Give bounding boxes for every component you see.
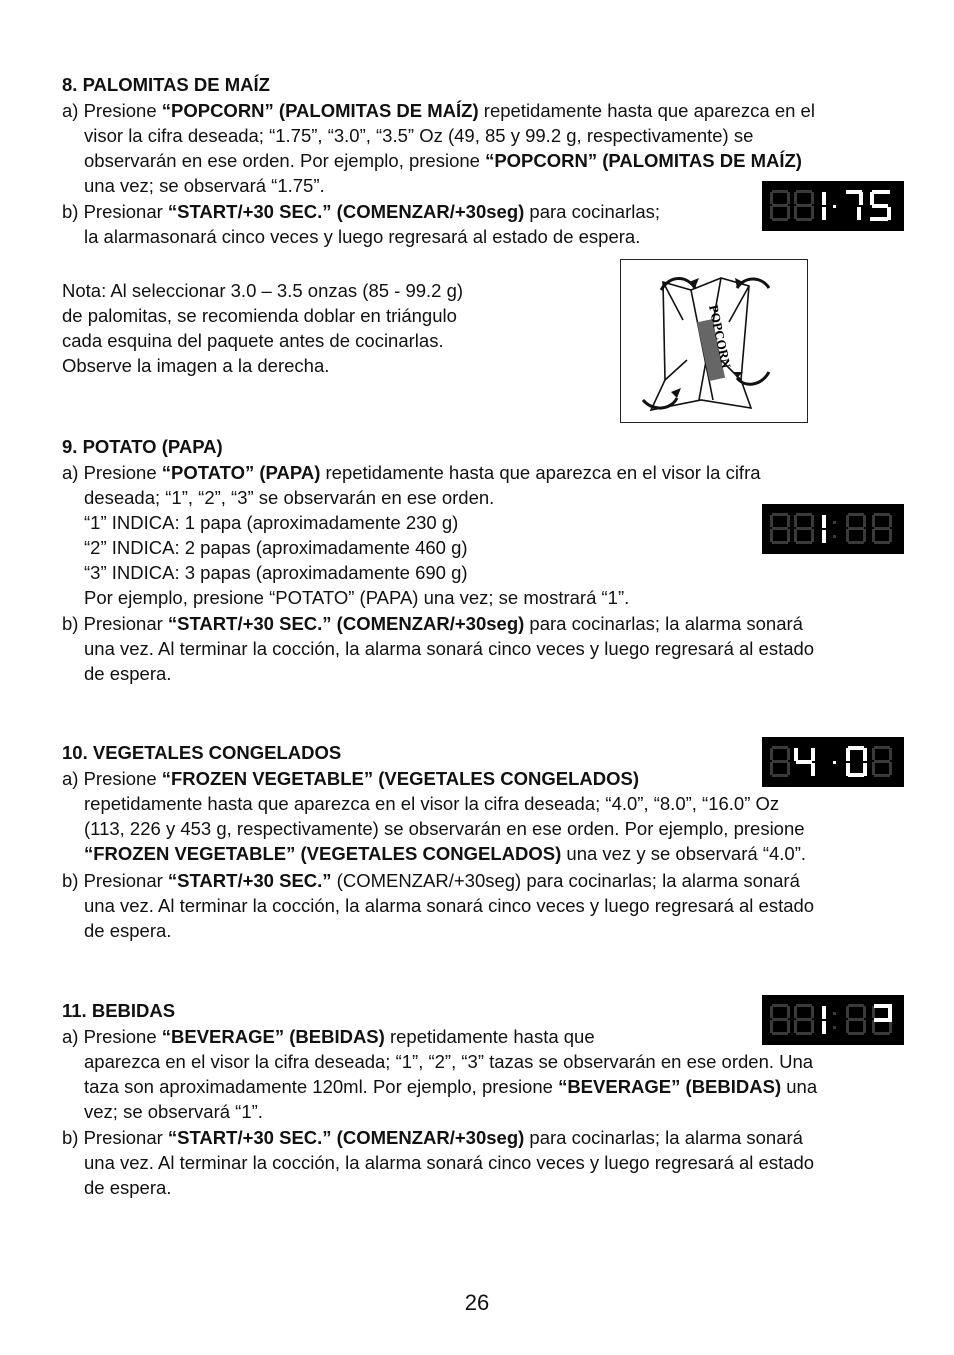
s11-b-line: b) Presionar “START/+30 SEC.” (COMENZAR/+30seg) para cocinarlas; la alarma sonará [62,1127,803,1148]
s9-b-line: b) Presionar “START/+30 SEC.” (COMENZAR/+30seg) para cocinarlas; la alarma sonará [62,613,803,634]
s8-note-line: Observe la imagen a la derecha. [62,355,330,376]
section-9-heading: 9. POTATO (PAPA) [62,436,223,457]
s10-b-line: una vez. Al terminar la cocción, la alarma sonará cinco veces y luego regresará al estado [84,895,815,916]
section-11-heading: 11. BEBIDAS [62,1000,176,1021]
s11-a-line: a) Presione “BEVERAGE” (BEBIDAS) repetidamente hasta que [62,1026,595,1047]
s8-note-line: Nota: Al seleccionar 3.0 – 3.5 onzas (85 - 99.2 g) [62,280,464,301]
s8-b-line: la alarmasonará cinco veces y luego regresará al estado de espera. [84,226,641,247]
s11-b-line: una vez. Al terminar la cocción, la alarma sonará cinco veces y luego regresará al estado [84,1152,815,1173]
section-8-heading: 8. PALOMITAS DE MAÍZ [62,74,270,95]
page-number: 26 [464,1290,490,1315]
s8-note-line: de palomitas, se recomienda doblar en triángulo [62,305,457,326]
s9-a-line: “1” INDICA: 1 papa (aproximadamente 230 g) [84,512,459,533]
s10-a-line: “FROZEN VEGETABLE” (VEGETALES CONGELADOS) una vez y se observará “4.0”. [84,843,806,864]
s9-b-line: de espera. [84,663,172,684]
s9-a-line: “3” INDICA: 3 papas (aproximadamente 690 g) [84,562,468,583]
s8-a-line: observarán en ese orden. Por ejemplo, presione “POPCORN” (PALOMITAS DE MAÍZ) [84,150,802,171]
s11-a-line: taza son aproximadamente 120ml. Por ejemplo, presione “BEVERAGE” (BEBIDAS) una [84,1076,818,1097]
s9-b-line: una vez. Al terminar la cocción, la alarma sonará cinco veces y luego regresará al estado [84,638,815,659]
s11-a-line: vez; se observará “1”. [84,1101,263,1122]
s10-a-line: repetidamente hasta que aparezca en el visor la cifra deseada; “4.0”, “8.0”, “16.0” Oz [84,793,780,814]
s10-b-line: b) Presionar “START/+30 SEC.” (COMENZAR/+30seg) para cocinarlas; la alarma sonará [62,870,800,891]
s11-a-line: aparezca en el visor la cifra deseada; “1”, “2”, “3” tazas se observarán en ese orden. Una [84,1051,814,1072]
popcorn-bag-illustration [620,259,808,423]
s10-a-line: (113, 226 y 453 g, respectivamente) se observarán en ese orden. Por ejemplo, presione [84,818,805,839]
s9-a-line: deseada; “1”, “2”, “3” se observarán en ese orden. [84,487,495,508]
s8-a-line: una vez; se observará “1.75”. [84,175,325,196]
popcorn-bag-label: POPCORN [706,303,735,370]
s10-a-line: a) Presione “FROZEN VEGETABLE” (VEGETALES CONGELADOS) [62,768,640,789]
s9-a-line: Por ejemplo, presione “POTATO” (PAPA) una vez; se mostrará “1”. [84,587,630,608]
s11-b-line: de espera. [84,1177,172,1198]
s8-b-line: b) Presionar “START/+30 SEC.” (COMENZAR/+30seg) para cocinarlas; [62,201,661,222]
lcd-display-potato [762,504,904,554]
s9-a-line: a) Presione “POTATO” (PAPA) repetidamente hasta que aparezca en el visor la cifra [62,462,761,483]
lcd-display-popcorn [762,181,904,231]
section-10-heading: 10. VEGETALES CONGELADOS [62,742,342,763]
s10-b-line: de espera. [84,920,172,941]
s8-note-line: cada esquina del paquete antes de cocinarlas. [62,330,444,351]
lcd-display-beverage [762,995,904,1045]
s9-a-line: “2” INDICA: 2 papas (aproximadamente 460 g) [84,537,468,558]
lcd-display-frozen-vegetable [762,737,904,787]
s8-a-line: a) Presione “POPCORN” (PALOMITAS DE MAÍZ) repetidamente hasta que aparezca en el [62,100,815,121]
s8-a-line: visor la cifra deseada; “1.75”, “3.0”, “3.5” Oz (49, 85 y 99.2 g, respectivamente) se [84,125,754,146]
